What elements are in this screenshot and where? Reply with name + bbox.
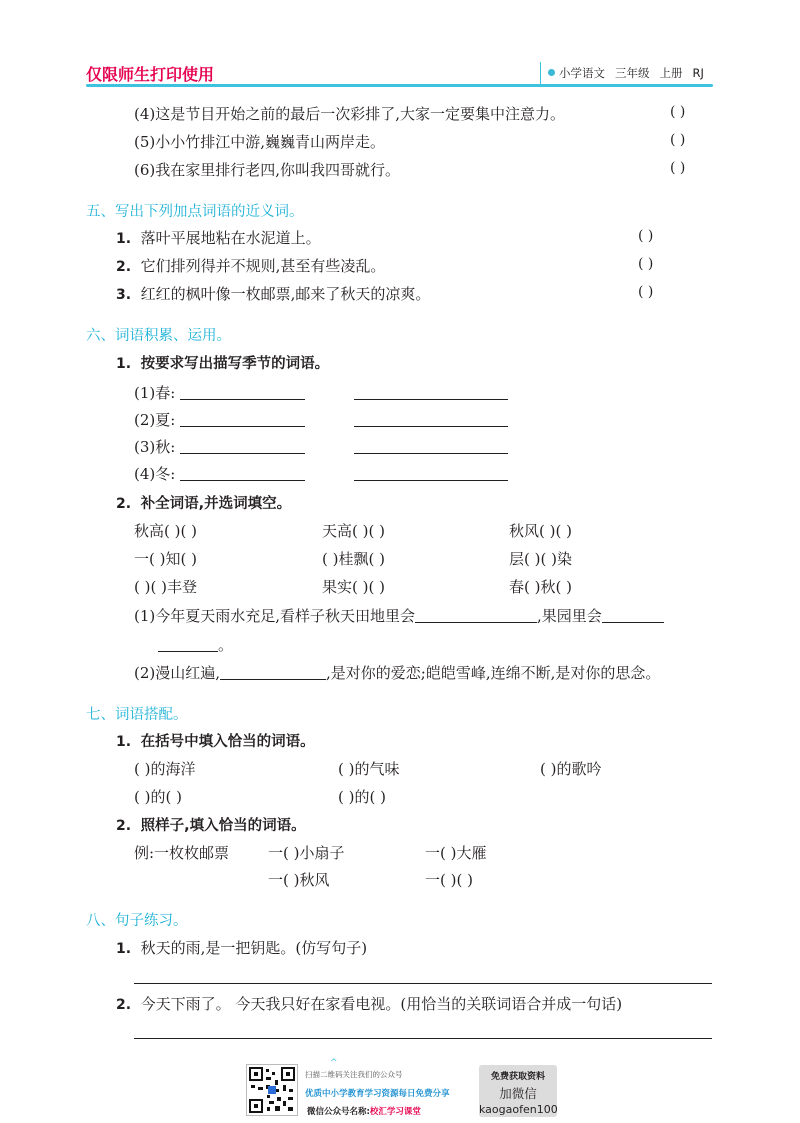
idiom-cell: ( )桂飘( ) xyxy=(322,550,385,568)
idiom-cell: 秋风( )( ) xyxy=(509,522,572,540)
q4-answer-5: ( ) xyxy=(670,132,686,148)
s6-q1-prompt: 1. 按要求写出描写季节的词语。 xyxy=(116,356,330,372)
answer-line[interactable] xyxy=(180,426,305,427)
section-6-title: 六、词语积累、运用。 xyxy=(86,328,231,344)
scan-hint: 扫描二维码关注我们的公众号 xyxy=(305,1070,403,1079)
season-spring: (1)春: xyxy=(134,384,176,402)
answer-line[interactable] xyxy=(354,453,508,454)
s5-item-1: 1. 落叶平展地粘在水泥道上。 xyxy=(116,229,321,247)
s5-item-3: 3. 红红的枫叶像一枚邮票,邮来了秋天的凉爽。 xyxy=(116,285,431,303)
measure-word-cell: 一( )秋风 xyxy=(268,871,330,889)
fill-blank[interactable] xyxy=(415,622,537,623)
idiom-cell: 果实( )( ) xyxy=(322,578,385,596)
answer-line[interactable] xyxy=(180,399,305,400)
s5-item-2: 2. 它们排列得并不规则,甚至有些凌乱。 xyxy=(116,257,386,275)
answer-line[interactable] xyxy=(354,480,508,481)
q4-answer-6: ( ) xyxy=(670,160,686,176)
idiom-cell: 天高( )( ) xyxy=(322,522,385,540)
volume: 上册 xyxy=(659,66,683,80)
collocation-cell: ( )的歌吟 xyxy=(540,760,602,778)
answer-line[interactable] xyxy=(180,453,305,454)
answer-line[interactable] xyxy=(354,426,508,427)
q4-item-6: (6)我在家里排行老四,你叫我四哥就行。 xyxy=(134,161,401,179)
fill-sentence-1: (1)今年夏天雨水充足,看样子秋天田地里会 ,果园里会 xyxy=(134,605,664,626)
answer-line[interactable] xyxy=(134,983,712,984)
s8-q2: 2. 今天下雨了。 今天我只好在家看电视。(用恰当的关联词语合并成一句话) xyxy=(116,995,623,1013)
q4-item-4: (4)这是节目开始之前的最后一次彩排了,大家一定要集中注意力。 xyxy=(134,105,566,123)
fill-blank[interactable] xyxy=(158,651,218,652)
section-8-title: 八、句子练习。 xyxy=(86,913,188,929)
idiom-cell: 秋高( )( ) xyxy=(134,522,197,540)
fill-sentence-1-cont: 。 xyxy=(158,634,233,655)
collocation-cell: ( )的( ) xyxy=(338,788,386,806)
collocation-cell: ( )的( ) xyxy=(134,788,182,806)
answer-line[interactable] xyxy=(180,480,305,481)
measure-word-cell: 一( )( ) xyxy=(425,871,473,889)
box-line-3: kaogaofen100 xyxy=(479,1103,558,1116)
example-text: 例:一枚枚邮票 xyxy=(134,844,230,862)
section-7-title: 七、词语搭配。 xyxy=(86,707,188,723)
idiom-cell: 层( )( )染 xyxy=(509,550,572,568)
edition: RJ xyxy=(692,66,704,80)
s5-answer-1: ( ) xyxy=(638,228,654,244)
bullet-dot-icon xyxy=(548,69,555,76)
idiom-cell: 一( )知( ) xyxy=(134,550,197,568)
fill-blank[interactable] xyxy=(602,622,664,623)
idiom-cell: ( )( )丰登 xyxy=(134,578,197,596)
answer-line[interactable] xyxy=(134,1038,712,1039)
caret-up-icon: ^ xyxy=(330,1058,338,1068)
season-autumn: (3)秋: xyxy=(134,438,176,456)
qr-code-icon xyxy=(246,1064,298,1116)
subject-name: 小学语文 xyxy=(559,66,605,80)
answer-line[interactable] xyxy=(354,399,508,400)
season-summer: (2)夏: xyxy=(134,411,176,429)
s5-answer-2: ( ) xyxy=(638,256,654,272)
s7-q1-prompt: 1. 在括号中填入恰当的词语。 xyxy=(116,734,315,750)
s7-q2-prompt: 2. 照样子,填入恰当的词语。 xyxy=(116,818,306,834)
measure-word-cell: 一( )大雁 xyxy=(425,844,487,862)
season-winter: (4)冬: xyxy=(134,465,176,483)
s8-q1: 1. 秋天的雨,是一把钥匙。(仿写句子) xyxy=(116,939,368,957)
s5-answer-3: ( ) xyxy=(638,284,654,300)
header-vertical-divider xyxy=(540,62,541,84)
section-5-title: 五、写出下列加点词语的近义词。 xyxy=(86,204,304,220)
collocation-cell: ( )的海洋 xyxy=(134,760,196,778)
print-only-label: 仅限师生打印使用 xyxy=(86,65,215,84)
subject-info xyxy=(548,65,704,81)
share-text: 优质中小学教育学习资源每日免费分享 xyxy=(305,1089,450,1099)
measure-word-cell: 一( )小扇子 xyxy=(268,844,345,862)
account-line: 微信公众号名称:校汇学习课堂 xyxy=(307,1107,421,1117)
idiom-cell: 春( )秋( ) xyxy=(509,578,572,596)
q4-item-5: (5)小小竹排江中游,巍巍青山两岸走。 xyxy=(134,133,386,151)
grade: 三年级 xyxy=(615,66,650,80)
wechat-contact-box xyxy=(479,1065,557,1117)
q4-answer-4: ( ) xyxy=(670,104,686,120)
box-line-2: 加微信 xyxy=(499,1086,537,1101)
fill-sentence-2: (2)漫山红遍, ,是对你的爱恋;皑皑雪峰,连绵不断,是对你的思念。 xyxy=(134,664,661,682)
box-line-1: 免费获取资料 xyxy=(490,1072,545,1082)
collocation-cell: ( )的气味 xyxy=(338,760,400,778)
fill-blank[interactable] xyxy=(220,679,326,680)
header-divider xyxy=(86,84,713,87)
s6-q2-prompt: 2. 补全词语,并选词填空。 xyxy=(116,496,292,512)
